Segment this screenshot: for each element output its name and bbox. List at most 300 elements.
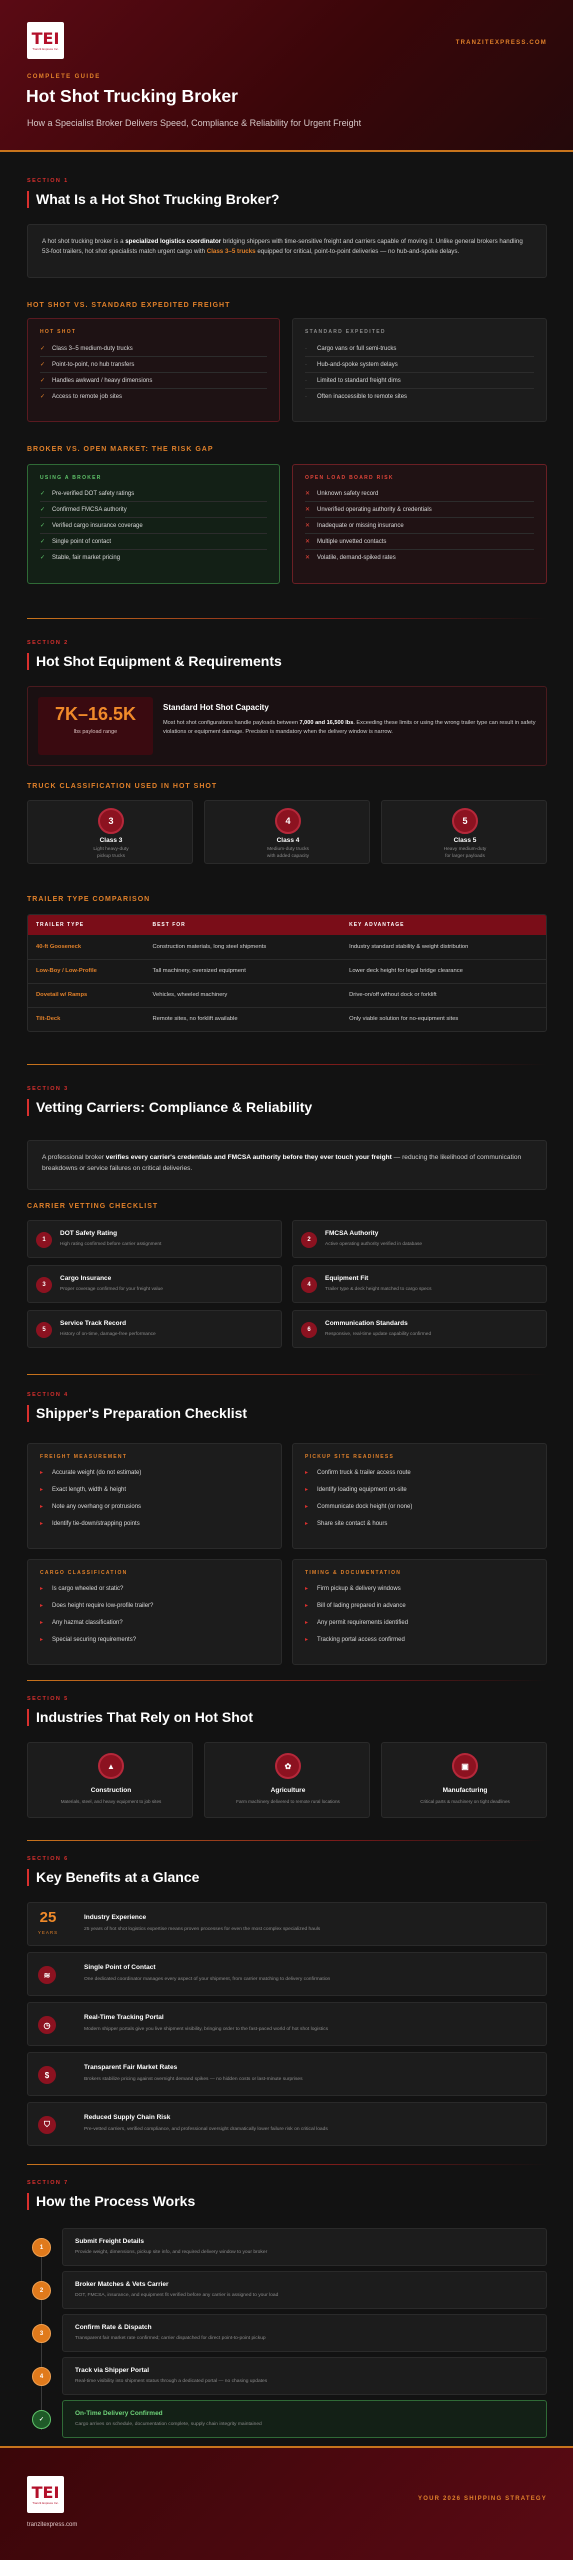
list-item-text: Is cargo wheeled or static?: [52, 1586, 124, 1592]
benefit-card: [27, 2002, 547, 2046]
capacity-title: Standard Hot Shot Capacity: [163, 703, 269, 712]
check-icon: ✓: [40, 378, 46, 384]
list-item: [305, 1598, 534, 1615]
step-number-badge: [301, 1322, 317, 1338]
truck-class-card: [27, 800, 193, 864]
truck-class-card: [204, 800, 370, 864]
bullet-icon: ▸: [305, 1603, 309, 1609]
page-subtitle: How a Specialist Broker Delivers Speed, Compliance & Reliability for Urgent Freight: [27, 118, 362, 128]
benefit-title: Reduced Supply Chain Risk: [84, 2114, 171, 2121]
step-number-badge: [301, 1232, 317, 1248]
check-icon: ✕: [305, 555, 311, 561]
section-2-header: [27, 640, 547, 670]
list-item: [305, 1581, 534, 1598]
list-item: [305, 1482, 534, 1499]
vetting-card: [27, 1140, 547, 1190]
process-step: [62, 2314, 547, 2352]
table-cell: Vehicles, wheeled machinery: [144, 983, 341, 1007]
footer: [0, 2446, 573, 2560]
table-cell: Only viable solution for no-equipment sites: [341, 1007, 546, 1031]
table-row: [28, 935, 546, 959]
benefit-desc: One dedicated coordinator manages every aspect of your shipment, from carrier matching to delivery confirmation: [84, 1977, 331, 1982]
list-item-text: Accurate weight (do not estimate): [52, 1470, 142, 1476]
checklist-item: [27, 1220, 282, 1258]
prep-card: [27, 1443, 282, 1549]
check-icon: ✓: [40, 555, 46, 561]
list-item: [40, 373, 267, 389]
list-item-text: Inadequate or missing insurance: [317, 523, 404, 529]
checklist-title: Service Track Record: [60, 1320, 127, 1327]
section-title: Vetting Carriers: Compliance & Reliability: [27, 1099, 547, 1116]
step-number: 2: [307, 1237, 311, 1243]
check-icon: ✓: [40, 346, 46, 352]
list-item-text: Unknown safety record: [317, 491, 379, 497]
class-desc: for larger payloads: [445, 854, 485, 859]
list-item: [305, 357, 534, 373]
class-desc: Light heavy-duty: [93, 847, 129, 852]
industry-desc: Critical parts & machinery on tight deadlines: [420, 1799, 510, 1804]
list-item-text: Single point of contact: [52, 539, 112, 545]
standard-list: [305, 341, 534, 405]
trailer-heading: TRAILER TYPE COMPARISON: [27, 896, 151, 903]
benefit-desc: Modern shipper portals give you live shipment visibility, bringing order to the fast-paced world of hot shot logistics: [84, 2027, 329, 2032]
industry-card: [204, 1742, 370, 1818]
step-number-badge: [301, 1277, 317, 1293]
section-title: Hot Shot Equipment & Requirements: [27, 653, 547, 670]
checklist-desc: Trailer type & deck height matched to cargo specs: [325, 1287, 432, 1292]
section-label: SECTION 1: [27, 178, 69, 184]
layers-icon: ≋: [38, 1966, 56, 1984]
open-market-card: [292, 464, 547, 584]
checklist-desc: History of on-time, damage-free performance: [60, 1332, 156, 1337]
step-number: 1: [42, 1237, 46, 1243]
list-item-text: Volatile, demand-spiked rates: [317, 555, 396, 561]
dollar-icon: $: [38, 2066, 56, 2084]
step-number: 3: [39, 2330, 44, 2337]
footer-site-link[interactable]: tranzitexpress.com: [27, 2522, 78, 2528]
broker-card: [27, 464, 280, 584]
list-item: [305, 373, 534, 389]
bullet-icon: ▸: [40, 1603, 44, 1609]
list-item-text: Note any overhang or protrusions: [52, 1504, 142, 1510]
industry-card: [381, 1742, 547, 1818]
list-item-text: Hub-and-spoke system delays: [317, 362, 398, 368]
step-number: 5: [42, 1327, 46, 1333]
benefit-desc: 25 years of hot shot logistics expertise means proven processes for even the most complex specialized hauls: [84, 1927, 321, 1932]
list-item-text: Any hazmat classification?: [52, 1620, 123, 1626]
list-item-text: Stable, fair market pricing: [52, 555, 121, 561]
capacity-desc: Most hot shot configurations handle payloads between 7,000 and 16,500 lbs. Exceeding these limits or using the wrong trailer type can result in safety violations or equipment damage. Precision is mandatory when the delivery window is narrow.: [163, 720, 536, 735]
checklist-item: [27, 1265, 282, 1303]
class-number-badge: [98, 808, 124, 834]
step-title: Confirm Rate & Dispatch: [75, 2324, 152, 2331]
divider: [27, 2164, 547, 2165]
trailer-table: [27, 914, 547, 1032]
list-item: [40, 1482, 269, 1499]
benefit-card: [27, 2102, 547, 2146]
class-number: 4: [285, 816, 291, 826]
list-item: [305, 1465, 534, 1482]
list-item: [305, 502, 534, 518]
list-item-text: Multiple unvetted contacts: [317, 539, 387, 545]
industry-desc: Materials, steel, and heavy equipment to job sites: [60, 1799, 162, 1804]
card-label: STANDARD EXPEDITED: [305, 329, 386, 335]
check-icon: ·: [305, 394, 307, 400]
list-item: [305, 550, 534, 566]
table-cell: Tall machinery, oversized equipment: [144, 959, 341, 983]
list-item: [40, 389, 267, 405]
divider: [27, 618, 547, 619]
clock-icon: ◷: [38, 2016, 56, 2034]
table-row: [28, 983, 546, 1007]
list-item: [305, 1632, 534, 1649]
column-header: TRAILER TYPE: [28, 915, 144, 935]
logo-text: TEI: [31, 28, 60, 48]
list-item-text: Bill of lading prepared in advance: [317, 1603, 406, 1609]
section-5-header: [27, 1696, 547, 1726]
benefit-desc: Pre-vetted carriers, verified compliance, and professional oversight dramatically lower failure risk on critical loads: [84, 2127, 328, 2132]
class-desc: Medium-duty trucks: [267, 847, 309, 852]
list-item: [40, 1598, 269, 1615]
section-title: Shipper's Preparation Checklist: [27, 1405, 547, 1422]
step-number: 1: [39, 2244, 44, 2251]
checklist-desc: Active operating authority verified in database: [325, 1242, 423, 1247]
benefit-card: [27, 2052, 547, 2096]
class-number-badge: [275, 808, 301, 834]
list-item: [305, 389, 534, 405]
check-icon: ·: [305, 378, 307, 384]
capacity-text: [163, 703, 538, 737]
prep-card: [27, 1559, 282, 1665]
benefit-title: Real-Time Tracking Portal: [84, 2014, 164, 2021]
section-7-header: [27, 2180, 547, 2210]
list-item: [40, 1516, 269, 1533]
section-3-header: [27, 1086, 547, 1116]
section-label: SECTION 7: [27, 2180, 69, 2186]
standard-card: [292, 318, 547, 422]
step-desc: DOT, FMCSA, insurance, and equipment fit verified before any carrier is assigned to your load: [75, 2293, 279, 2298]
open-market-list: [305, 486, 534, 566]
table-cell: Lower deck height for legal bridge clearance: [341, 959, 546, 983]
bullet-icon: ▸: [40, 1586, 44, 1592]
step-number-badge: [32, 2281, 51, 2300]
section-label: SECTION 4: [27, 1392, 69, 1398]
divider: [27, 1064, 547, 1065]
site-link[interactable]: TRANZITEXPRESS.COM: [455, 40, 547, 46]
list-item-text: Confirmed FMCSA authority: [52, 507, 127, 513]
industry-name: Construction: [90, 1787, 132, 1794]
list-item: [305, 518, 534, 534]
class-desc: Heavy medium-duty: [443, 847, 487, 852]
step-title: Track via Shipper Portal: [75, 2367, 150, 2374]
list-item-text: Limited to standard freight dims: [317, 378, 401, 384]
benefit-card: [27, 1902, 547, 1946]
intro-text: A hot shot trucking broker is a specialized logistics coordinator bridging shippers with time-sensitive freight and carriers capable of moving it. Unlike general brokers handling 53-foot trailers, hot shot specialists match urgent cargo with Class 3–5 trucks equipped for critical, point-to-point deliveries — no hub-and-spoke delays.: [42, 238, 523, 255]
prep-card-title: CARGO CLASSIFICATION: [40, 1570, 128, 1576]
list-item-text: Does height require low-profile trailer?: [52, 1603, 154, 1609]
prep-card: [292, 1443, 547, 1549]
checklist-title: Equipment Fit: [325, 1275, 369, 1282]
bullet-icon: ▸: [40, 1487, 44, 1493]
column-header: KEY ADVANTAGE: [341, 915, 546, 935]
process-step: [62, 2271, 547, 2309]
footer-logo[interactable]: [27, 2476, 64, 2513]
checklist-item: [292, 1220, 547, 1258]
card-label: OPEN LOAD BOARD RISK: [305, 475, 394, 481]
logo-subtext: Tranzit Express Inc.: [32, 2500, 59, 2505]
list-item-text: Any permit requirements identified: [317, 1620, 409, 1626]
checklist-title: Cargo Insurance: [60, 1275, 112, 1282]
page-title: Hot Shot Trucking Broker: [26, 86, 238, 106]
section-4-header: [27, 1392, 547, 1422]
industry-card: [27, 1742, 193, 1818]
factory-icon: ▣: [452, 1753, 478, 1779]
bullet-icon: ▸: [305, 1637, 309, 1643]
benefit-title: Transparent Fair Market Rates: [84, 2064, 178, 2071]
process-step: [62, 2228, 547, 2266]
payload-value: 7K–16.5K: [54, 704, 137, 724]
hot-shot-card: [27, 318, 280, 422]
table-cell: Remote sites, no forklift available: [144, 1007, 341, 1031]
eyebrow: COMPLETE GUIDE: [27, 74, 101, 80]
list-item-text: Class 3–5 medium-duty trucks: [52, 346, 133, 352]
years-stat: 25: [39, 1909, 57, 1926]
step-number-badge: [36, 1277, 52, 1293]
section-label: SECTION 5: [27, 1696, 69, 1702]
step-desc: Real-time visibility into shipment status through a dedicated portal — no chasing updates: [75, 2379, 268, 2384]
hot-shot-list: [40, 341, 267, 405]
section-label: SECTION 6: [27, 1856, 69, 1862]
checklist-item: [292, 1265, 547, 1303]
list-item-text: Unverified operating authority & credentials: [317, 507, 432, 513]
intro-card: [27, 224, 547, 278]
table-row: [28, 959, 546, 983]
list-item: [305, 1499, 534, 1516]
capacity-card: [27, 686, 547, 766]
logo-subtext: Tranzit Express Inc.: [32, 46, 59, 51]
bullet-icon: ▸: [305, 1470, 309, 1476]
list-item-text: Exact length, width & height: [52, 1487, 127, 1493]
step-desc: Provide weight, dimensions, pickup site info, and required delivery window to your broker: [75, 2250, 268, 2255]
class-number: 3: [108, 816, 114, 826]
check-circle-icon: ✓: [32, 2410, 51, 2429]
class-name: Class 3: [99, 837, 123, 844]
section-1-header: [27, 178, 547, 208]
table-cell: Tilt-Deck: [28, 1007, 144, 1031]
list-item-text: Pre-verified DOT safety ratings: [52, 491, 135, 497]
section-label: SECTION 2: [27, 640, 69, 646]
check-icon: ✕: [305, 523, 311, 529]
section-title: Key Benefits at a Glance: [27, 1869, 547, 1886]
step-number-badge: [32, 2324, 51, 2343]
prep-card-title: FREIGHT MEASUREMENT: [40, 1454, 128, 1460]
hero-header: [0, 0, 573, 152]
checklist-title: DOT Safety Rating: [60, 1230, 118, 1237]
card-label: USING A BROKER: [40, 475, 102, 481]
section-title: How the Process Works: [27, 2193, 547, 2210]
divider: [27, 1374, 547, 1375]
risk-heading: BROKER VS. OPEN MARKET: THE RISK GAP: [27, 446, 214, 453]
table-cell: Industry standard stability & weight distribution: [341, 935, 546, 959]
step-desc: Transparent fair market rate confirmed; carrier dispatched for direct point-to-point pickup: [75, 2336, 266, 2341]
list-item-text: Verified cargo insurance coverage: [52, 523, 143, 529]
benefit-desc: Brokers stabilize pricing against overnight demand spikes — no hidden costs or last-minute surprises: [84, 2077, 303, 2082]
list-item: [305, 1516, 534, 1533]
step-title: Broker Matches & Vets Carrier: [75, 2281, 169, 2288]
list-item-text: Cargo vans or full semi-trucks: [317, 346, 397, 352]
list-item-text: Often inaccessible to remote sites: [317, 394, 408, 400]
checklist-title: FMCSA Authority: [325, 1230, 379, 1237]
table-cell: 40-ft Gooseneck: [28, 935, 144, 959]
bullet-icon: ▸: [40, 1521, 44, 1527]
industry-name: Agriculture: [270, 1787, 306, 1794]
table-cell: Construction materials, long steel shipments: [144, 935, 341, 959]
step-number-badge: [36, 1232, 52, 1248]
bullet-icon: ▸: [305, 1504, 309, 1510]
class-desc: with added capacity: [266, 854, 310, 859]
checklist-desc: High rating confirmed before carrier assignment: [60, 1242, 162, 1247]
list-item-text: Share site contact & hours: [317, 1521, 388, 1527]
table-row: [28, 1007, 546, 1031]
list-item: [40, 1632, 269, 1649]
check-icon: ✓: [40, 491, 46, 497]
step-number: 4: [307, 1282, 311, 1288]
section-6-header: [27, 1856, 547, 1886]
checklist-heading: CARRIER VETTING CHECKLIST: [27, 1203, 159, 1210]
list-item: [40, 1615, 269, 1632]
section-label: SECTION 3: [27, 1086, 69, 1092]
check-icon: ✓: [40, 523, 46, 529]
checklist-desc: Proper coverage confirmed for your freight value: [60, 1287, 163, 1292]
list-item-text: Access to remote job sites: [52, 394, 123, 400]
process-step: [62, 2357, 547, 2395]
bullet-icon: ▸: [40, 1620, 44, 1626]
check-icon: ·: [305, 362, 307, 368]
step-number: 6: [307, 1327, 311, 1333]
list-item: [40, 341, 267, 357]
checklist-title: Communication Standards: [325, 1320, 408, 1327]
list-item: [305, 486, 534, 502]
step-desc: Cargo arrives on schedule, documentation complete, supply chain integrity maintained: [75, 2422, 262, 2427]
benefit-title: Single Point of Contact: [84, 1964, 156, 1971]
brand-logo[interactable]: [27, 22, 64, 59]
benefit-card: [27, 1952, 547, 1996]
list-item-text: Identify tie-down/strapping points: [52, 1521, 140, 1527]
class-number: 5: [462, 816, 468, 826]
industry-desc: Farm machinery delivered to remote rural locations: [236, 1799, 340, 1804]
table-cell: Drive-on/off without dock or forklift: [341, 983, 546, 1007]
list-item-text: Communicate dock height (or none): [317, 1504, 413, 1510]
shield-icon: ⛉: [38, 2116, 56, 2134]
list-item: [40, 550, 267, 566]
checklist-item: [27, 1310, 282, 1348]
class-number-badge: [452, 808, 478, 834]
logo-text: TEI: [31, 2482, 60, 2502]
class-desc: pickup trucks: [97, 854, 125, 859]
checklist-desc: Responsive, real-time update capability confirmed: [325, 1332, 432, 1337]
check-icon: ✓: [40, 507, 46, 513]
bullet-icon: ▸: [305, 1620, 309, 1626]
bullet-icon: ▸: [305, 1487, 309, 1493]
broker-list: [40, 486, 267, 566]
class-heading: TRUCK CLASSIFICATION USED IN HOT SHOT: [27, 783, 218, 790]
class-name: Class 4: [276, 837, 300, 844]
bullet-icon: ▸: [305, 1521, 309, 1527]
checklist-item: [292, 1310, 547, 1348]
divider: [27, 1840, 547, 1841]
industry-name: Manufacturing: [442, 1787, 488, 1794]
list-item: [40, 486, 267, 502]
benefit-title: Industry Experience: [84, 1914, 147, 1921]
years-unit: YEARS: [37, 1930, 59, 1935]
check-icon: ✓: [40, 394, 46, 400]
list-item-text: Identify loading equipment on-site: [317, 1487, 407, 1493]
table-cell: Dovetail w/ Ramps: [28, 983, 144, 1007]
step-number: 4: [39, 2373, 44, 2380]
class-name: Class 5: [453, 837, 477, 844]
step-number: 3: [42, 1282, 46, 1288]
table-cell: Low-Boy / Low-Profile: [28, 959, 144, 983]
card-label: HOT SHOT: [40, 329, 77, 335]
step-number-badge: [32, 2238, 51, 2257]
section-title: Industries That Rely on Hot Shot: [27, 1709, 547, 1726]
prep-card-title: TIMING & DOCUMENTATION: [305, 1570, 402, 1576]
truck-class-card: [381, 800, 547, 864]
list-item-text: Tracking portal access confirmed: [317, 1637, 405, 1643]
list-item: [305, 1615, 534, 1632]
step-number-badge: [32, 2367, 51, 2386]
list-item-text: Firm pickup & delivery windows: [317, 1586, 401, 1592]
vs-heading: HOT SHOT VS. STANDARD EXPEDITED FREIGHT: [27, 302, 231, 309]
bullet-icon: ▸: [40, 1504, 44, 1510]
vetting-text: A professional broker verifies every carrier's credentials and FMCSA authority before they ever touch your freight — reducing the likelihood of communication breakdowns or service failures on critical deliveries.: [42, 1154, 522, 1172]
step-number-badge: [36, 1322, 52, 1338]
step-title: Submit Freight Details: [75, 2238, 144, 2245]
divider: [27, 1680, 547, 1681]
tractor-icon: ✿: [275, 1753, 301, 1779]
list-item: [40, 1499, 269, 1516]
bullet-icon: ▸: [40, 1470, 44, 1476]
prep-card-title: PICKUP SITE READINESS: [305, 1454, 395, 1460]
check-icon: ✕: [305, 491, 311, 497]
list-item-text: Special securing requirements?: [52, 1637, 137, 1643]
check-icon: ✕: [305, 539, 311, 545]
check-icon: ✓: [40, 362, 46, 368]
list-item: [40, 502, 267, 518]
payload-unit: lbs payload range: [73, 729, 118, 735]
list-item: [40, 534, 267, 550]
list-item: [40, 1465, 269, 1482]
process-step: [62, 2400, 547, 2438]
list-item-text: Confirm truck & trailer access route: [317, 1470, 411, 1476]
check-icon: ·: [305, 346, 307, 352]
bullet-icon: ▸: [305, 1586, 309, 1592]
list-item: [40, 1581, 269, 1598]
section-title: What Is a Hot Shot Trucking Broker?: [27, 191, 547, 208]
list-item: [305, 341, 534, 357]
prep-card: [292, 1559, 547, 1665]
hard-hat-icon: ▲: [98, 1753, 124, 1779]
list-item: [40, 518, 267, 534]
bullet-icon: ▸: [40, 1637, 44, 1643]
payload-stat: [38, 697, 153, 755]
list-item-text: Point-to-point, no hub transfers: [52, 362, 135, 368]
list-item-text: Handles awkward / heavy dimensions: [52, 378, 153, 384]
list-item: [40, 357, 267, 373]
check-icon: ✕: [305, 507, 311, 513]
list-item: [305, 534, 534, 550]
step-number: 2: [39, 2287, 44, 2294]
